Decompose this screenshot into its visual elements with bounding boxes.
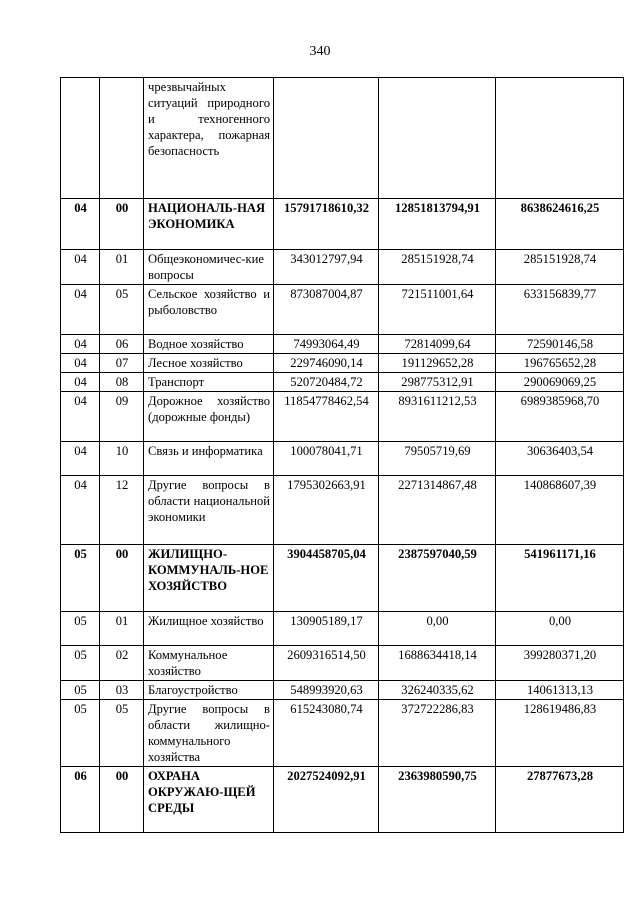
value-col-2: 8931611212,53 bbox=[379, 392, 496, 442]
value-col-2: 298775312,91 bbox=[379, 373, 496, 392]
subsection-code: 05 bbox=[100, 700, 144, 767]
value-col-2: 0,00 bbox=[379, 612, 496, 646]
subsection-code: 05 bbox=[100, 285, 144, 335]
value-col-3: 0,00 bbox=[496, 612, 624, 646]
budget-table-body bbox=[61, 78, 624, 833]
subsection-code: 01 bbox=[100, 250, 144, 285]
section-code: 04 bbox=[61, 392, 100, 442]
row-name: Водное хозяйство bbox=[144, 335, 274, 354]
value-col-1: 229746090,14 bbox=[274, 354, 379, 373]
section-code: 05 bbox=[61, 646, 100, 681]
value-col-3: 30636403,54 bbox=[496, 442, 624, 476]
subsection-code: 06 bbox=[100, 335, 144, 354]
section-code bbox=[61, 78, 100, 199]
value-col-2: 372722286,83 bbox=[379, 700, 496, 767]
row-name: Связь и информатика bbox=[144, 442, 274, 476]
value-col-1: 3904458705,04 bbox=[274, 545, 379, 612]
table-row bbox=[61, 250, 624, 285]
section-code: 04 bbox=[61, 199, 100, 250]
value-col-1: 100078041,71 bbox=[274, 442, 379, 476]
value-col-3: 285151928,74 bbox=[496, 250, 624, 285]
subsection-code: 12 bbox=[100, 476, 144, 545]
value-col-3: 128619486,83 bbox=[496, 700, 624, 767]
subsection-code bbox=[100, 78, 144, 199]
subsection-code: 00 bbox=[100, 767, 144, 833]
value-col-3 bbox=[496, 78, 624, 199]
section-code: 04 bbox=[61, 285, 100, 335]
row-name: НАЦИОНАЛЬ-НАЯ ЭКОНОМИКА bbox=[144, 199, 274, 250]
value-col-2: 1688634418,14 bbox=[379, 646, 496, 681]
table-row bbox=[61, 373, 624, 392]
table-row bbox=[61, 700, 624, 767]
value-col-2 bbox=[379, 78, 496, 199]
subsection-code: 09 bbox=[100, 392, 144, 442]
table-row bbox=[61, 335, 624, 354]
row-name: Жилищное хозяйство bbox=[144, 612, 274, 646]
value-col-3: 27877673,28 bbox=[496, 767, 624, 833]
value-col-3: 399280371,20 bbox=[496, 646, 624, 681]
value-col-3: 196765652,28 bbox=[496, 354, 624, 373]
value-col-2: 2271314867,48 bbox=[379, 476, 496, 545]
table-row bbox=[61, 442, 624, 476]
table-row bbox=[61, 646, 624, 681]
section-code: 04 bbox=[61, 354, 100, 373]
row-name: Другие вопросы в области жилищно-коммунального хозяйства bbox=[144, 700, 274, 767]
section-code: 04 bbox=[61, 442, 100, 476]
value-col-3: 541961171,16 bbox=[496, 545, 624, 612]
row-name: Сельское хозяйство и рыболовство bbox=[144, 285, 274, 335]
value-col-1: 11854778462,54 bbox=[274, 392, 379, 442]
value-col-1: 2609316514,50 bbox=[274, 646, 379, 681]
table-row bbox=[61, 78, 624, 199]
value-col-1: 343012797,94 bbox=[274, 250, 379, 285]
value-col-3: 140868607,39 bbox=[496, 476, 624, 545]
value-col-2: 72814099,64 bbox=[379, 335, 496, 354]
table-row bbox=[61, 681, 624, 700]
section-code: 04 bbox=[61, 335, 100, 354]
value-col-1 bbox=[274, 78, 379, 199]
row-name: Дорожное хозяйство (дорожные фонды) bbox=[144, 392, 274, 442]
section-code: 05 bbox=[61, 545, 100, 612]
value-col-1: 15791718610,32 bbox=[274, 199, 379, 250]
section-code: 04 bbox=[61, 373, 100, 392]
row-name: чрезвычайных ситуаций природного и техногенного характера, пожарная безопасность bbox=[144, 78, 274, 199]
value-col-2: 2387597040,59 bbox=[379, 545, 496, 612]
value-col-1: 74993064,49 bbox=[274, 335, 379, 354]
value-col-1: 873087004,87 bbox=[274, 285, 379, 335]
value-col-3: 8638624616,25 bbox=[496, 199, 624, 250]
row-name: Другие вопросы в области национальной экономики bbox=[144, 476, 274, 545]
table-row bbox=[61, 354, 624, 373]
subsection-code: 00 bbox=[100, 545, 144, 612]
table-row bbox=[61, 612, 624, 646]
subsection-code: 08 bbox=[100, 373, 144, 392]
value-col-3: 14061313,13 bbox=[496, 681, 624, 700]
value-col-3: 633156839,77 bbox=[496, 285, 624, 335]
value-col-3: 72590146,58 bbox=[496, 335, 624, 354]
table-row bbox=[61, 285, 624, 335]
table-row bbox=[61, 392, 624, 442]
value-col-1: 520720484,72 bbox=[274, 373, 379, 392]
value-col-2: 2363980590,75 bbox=[379, 767, 496, 833]
table-row bbox=[61, 476, 624, 545]
value-col-3: 6989385968,70 bbox=[496, 392, 624, 442]
row-name: Коммунальное хозяйство bbox=[144, 646, 274, 681]
row-name: Лесное хозяйство bbox=[144, 354, 274, 373]
section-code: 05 bbox=[61, 700, 100, 767]
table-row bbox=[61, 545, 624, 612]
page-number: 340 bbox=[309, 44, 331, 59]
section-code: 04 bbox=[61, 476, 100, 545]
value-col-1: 548993920,63 bbox=[274, 681, 379, 700]
value-col-2: 326240335,62 bbox=[379, 681, 496, 700]
row-name: ОХРАНА ОКРУЖАЮ-ЩЕЙ СРЕДЫ bbox=[144, 767, 274, 833]
budget-table bbox=[60, 77, 624, 833]
subsection-code: 01 bbox=[100, 612, 144, 646]
value-col-2: 191129652,28 bbox=[379, 354, 496, 373]
value-col-3: 290069069,25 bbox=[496, 373, 624, 392]
section-code: 05 bbox=[61, 681, 100, 700]
value-col-1: 2027524092,91 bbox=[274, 767, 379, 833]
value-col-1: 130905189,17 bbox=[274, 612, 379, 646]
subsection-code: 07 bbox=[100, 354, 144, 373]
section-code: 04 bbox=[61, 250, 100, 285]
table-row bbox=[61, 767, 624, 833]
section-code: 05 bbox=[61, 612, 100, 646]
row-name: Транспорт bbox=[144, 373, 274, 392]
value-col-1: 1795302663,91 bbox=[274, 476, 379, 545]
value-col-2: 12851813794,91 bbox=[379, 199, 496, 250]
row-name: ЖИЛИЩНО-КОММУНАЛЬ-НОЕ ХОЗЯЙСТВО bbox=[144, 545, 274, 612]
value-col-1: 615243080,74 bbox=[274, 700, 379, 767]
table-row bbox=[61, 199, 624, 250]
value-col-2: 721511001,64 bbox=[379, 285, 496, 335]
row-name: Общеэкономичес-кие вопросы bbox=[144, 250, 274, 285]
value-col-2: 79505719,69 bbox=[379, 442, 496, 476]
value-col-2: 285151928,74 bbox=[379, 250, 496, 285]
subsection-code: 00 bbox=[100, 199, 144, 250]
subsection-code: 02 bbox=[100, 646, 144, 681]
subsection-code: 03 bbox=[100, 681, 144, 700]
row-name: Благоустройство bbox=[144, 681, 274, 700]
section-code: 06 bbox=[61, 767, 100, 833]
subsection-code: 10 bbox=[100, 442, 144, 476]
